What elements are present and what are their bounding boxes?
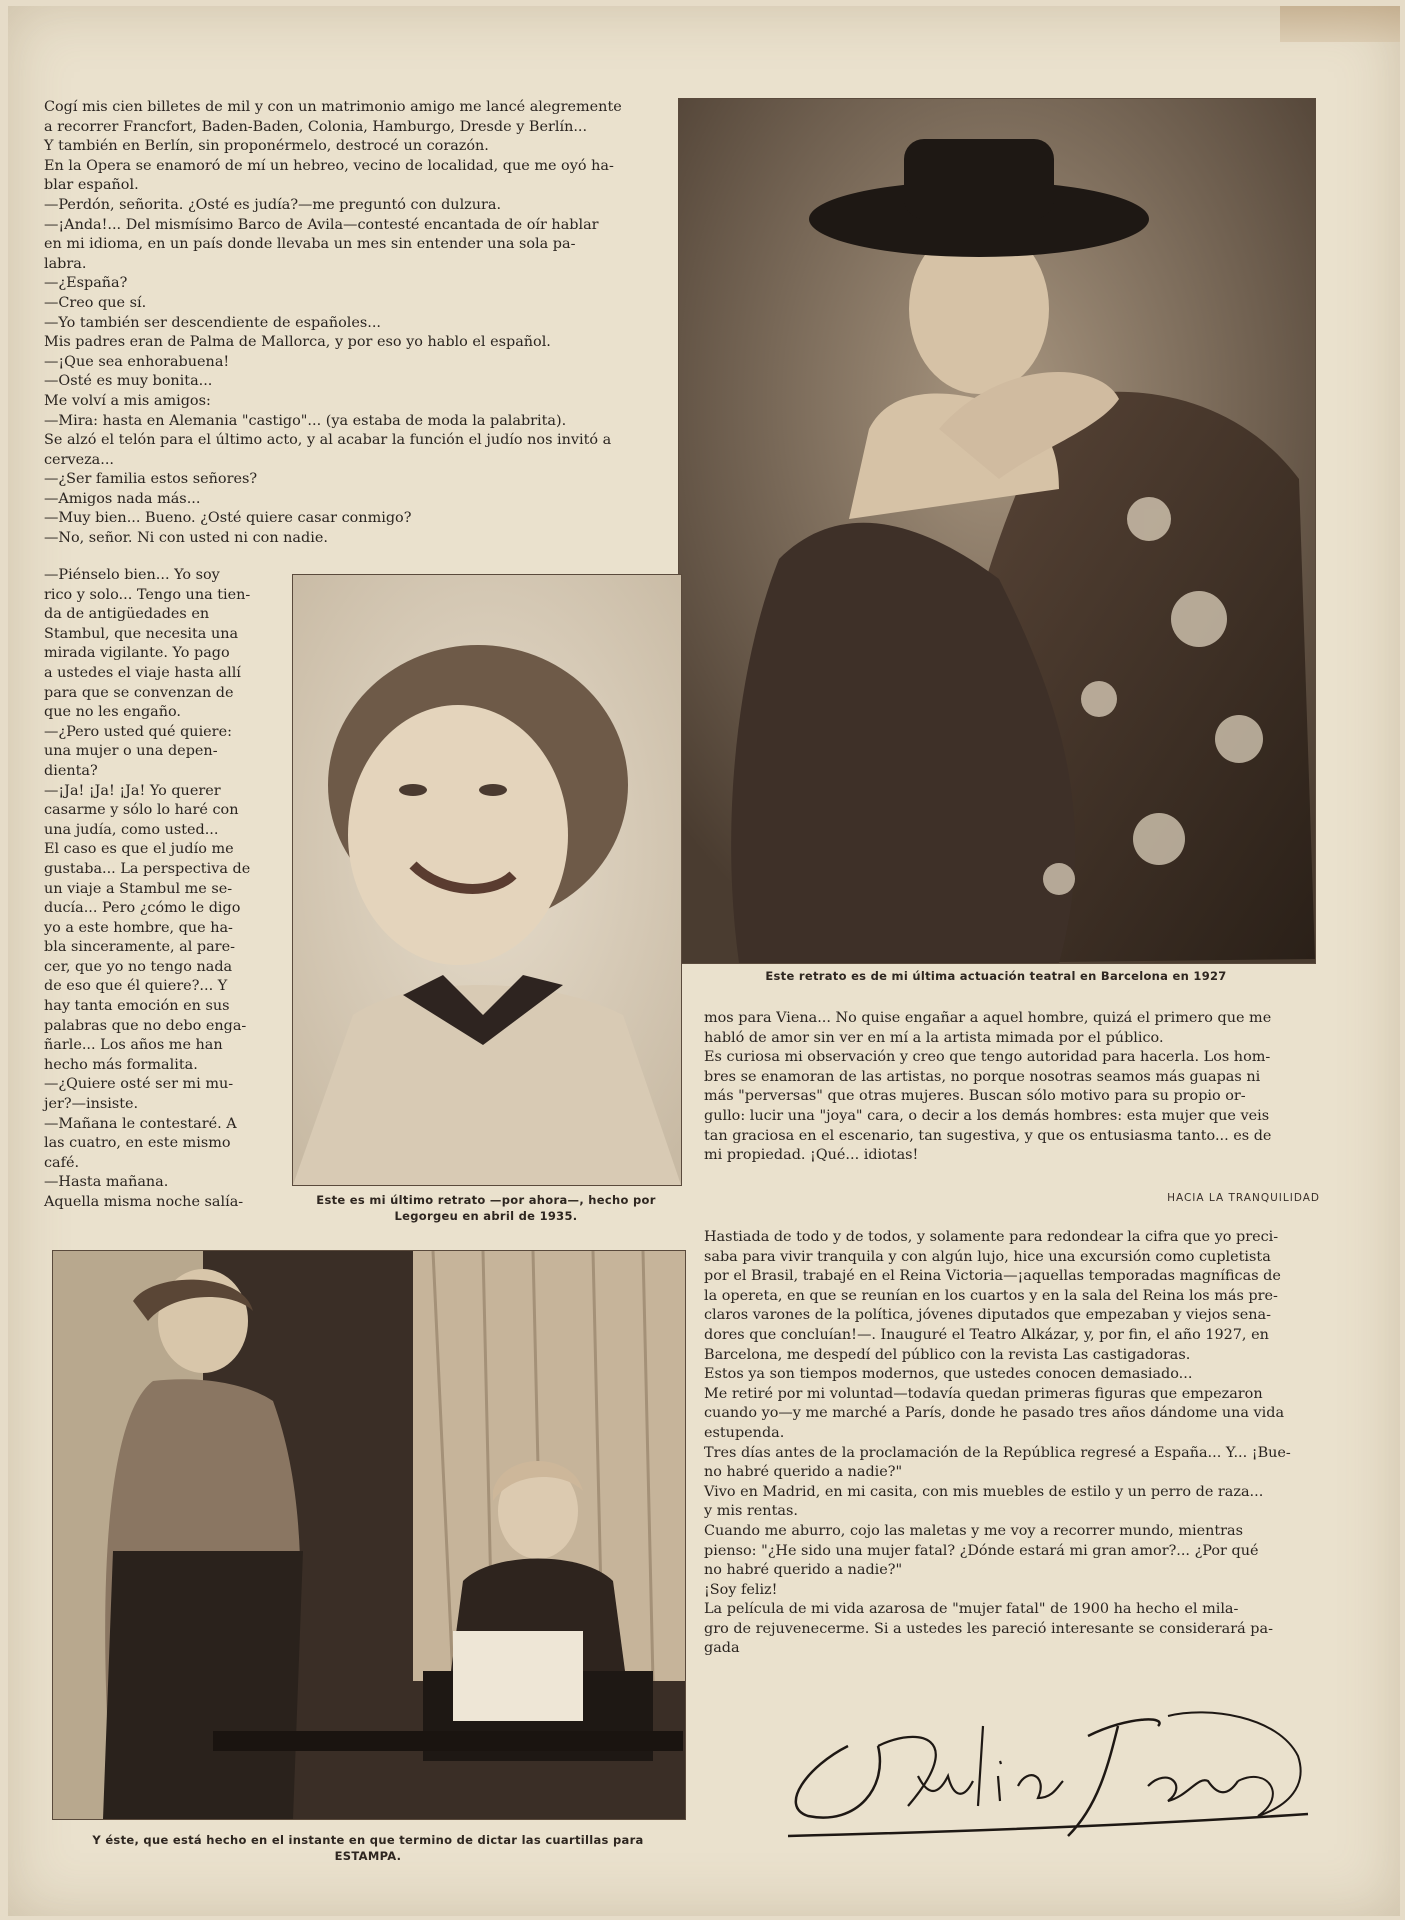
line: bla sinceramente, al pare- (44, 939, 235, 956)
line: —Hasta mañana. (44, 1174, 169, 1191)
handwritten-signature-julia-fons (768, 1686, 1328, 1866)
caption-portrait-legorgeu (292, 1192, 680, 1224)
line: tan graciosa en el escenario, tan sugestiva, y que os entusiasma tanto... es de (704, 1127, 1272, 1144)
line: blar español. (44, 177, 139, 194)
line: Stambul, que necesita una (44, 625, 239, 642)
section-heading: HACIA LA TRANQUILIDAD (1167, 1192, 1320, 1204)
caption-line: Legorgeu en abril de 1935. (394, 1209, 578, 1223)
line: rico y solo... Tengo una tien- (44, 586, 251, 603)
line: hecho más formalita. (44, 1056, 198, 1073)
line: —¿España? (44, 275, 128, 292)
line: Tres días antes de la proclamación de la República regresé a España... Y... ¡Bue- (704, 1444, 1291, 1461)
line: bres se enamoran de las artistas, no porque nosotras seamos más guapas ni (704, 1068, 1261, 1085)
line: —Amigos nada más... (44, 490, 201, 507)
line: —¡Anda!... Del mismísimo Barco de Avila—contesté encantada de oír hablar (44, 216, 599, 233)
caption-line: Y éste, que está hecho en el instante en que termino de dictar las cuartillas para (92, 1833, 644, 1847)
line: estupenda. (704, 1424, 785, 1441)
line: gullo: lucir una "joya" cara, o decir a los demás hombres: esta mujer que veis (704, 1107, 1270, 1124)
line: las cuatro, en este mismo (44, 1135, 231, 1152)
line: —Osté es muy bonita... (44, 373, 213, 390)
sepia-photo-smiling-woman (293, 575, 681, 1185)
line: En la Opera se enamoró de mí un hebreo, vecino de localidad, que me oyó ha- (44, 157, 614, 174)
line: habló de amor sin ver en mí a la artista mimada por el público. (704, 1029, 1164, 1046)
paper-stain (1280, 6, 1400, 42)
line: en mi idioma, en un país donde llevaba un mes sin entender una sola pa- (44, 236, 576, 253)
line: El caso es que el judío me (44, 841, 234, 858)
line: cer, que yo no tengo nada (44, 958, 233, 975)
line: ducía... Pero ¿cómo le digo (44, 900, 241, 917)
line: Barcelona, me despedí del público con la revista Las castigadoras. (704, 1346, 1191, 1363)
line: pienso: "¿He sido una mujer fatal? ¿Dónde estará mi gran amor?... ¿Por qué (704, 1542, 1259, 1559)
line: hay tanta emoción en sus (44, 998, 230, 1015)
caption-line: ESTAMPA. (334, 1849, 402, 1863)
line: Aquella misma noche salía- (44, 1194, 244, 1210)
line: Mis padres eran de Palma de Mallorca, y por eso yo hablo el español. (44, 334, 551, 351)
line: cerveza... (44, 451, 114, 468)
line: —Mañana le contestaré. A (44, 1115, 237, 1132)
line: mi propiedad. ¡Qué... idiotas! (704, 1147, 919, 1164)
line: y mis rentas. (704, 1503, 798, 1520)
line: a recorrer Francfort, Baden-Baden, Colonia, Hamburgo, Dresde y Berlín... (44, 118, 588, 135)
sepia-photo-telephone-typewriter (53, 1251, 685, 1819)
line: para que se convenzan de (44, 684, 234, 701)
line: —¡Que sea enhorabuena! (44, 353, 230, 370)
line: una mujer o una depen- (44, 743, 218, 760)
line: yo a este hombre, que ha- (44, 919, 233, 936)
line: por el Brasil, trabajé en el Reina Victoria—¡aquellas temporadas magníficas de (704, 1268, 1281, 1285)
line: Me volví a mis amigos: (44, 392, 211, 409)
line: labra. (44, 255, 87, 272)
line: dores que concluían!—. Inauguré el Teatro Alkázar, y, por fin, el año 1927, en (704, 1326, 1269, 1343)
caption-line: Este es mi último retrato —por ahora—, hecho por (316, 1193, 656, 1207)
line: Cuando me aburro, cojo las maletas y me voy a recorrer mundo, mientras (704, 1522, 1243, 1539)
line: —Creo que sí. (44, 294, 147, 311)
line: La película de mi vida azarosa de "mujer fatal" de 1900 ha hecho el mila- (704, 1601, 1239, 1618)
article-right-middle (704, 1009, 1320, 1166)
line: Vivo en Madrid, en mi casita, con mis muebles de estilo y un perro de raza... (704, 1483, 1264, 1500)
line: un viaje a Stambul me se- (44, 880, 233, 897)
article-left-top (44, 98, 668, 549)
line: gro de rejuvenecerme. Si a ustedes les pareció interesante se considerará pa- (704, 1620, 1273, 1637)
line: —Muy bien... Bueno. ¿Osté quiere casar conmigo? (44, 510, 412, 527)
line: claros varones de la política, jóvenes diputados que empezaban y viejos sena- (704, 1307, 1271, 1324)
line: la opereta, en que se reunían en los cuartos y en la sala del Reina los más pre- (704, 1287, 1278, 1304)
line: Y también en Berlín, sin proponérmelo, destrocé un corazón. (44, 138, 489, 155)
line: no habré querido a nadie?" (704, 1562, 903, 1579)
line: da de antigüedades en (44, 606, 210, 623)
line: —Yo también ser descendiente de españoles... (44, 314, 381, 331)
line: palabras que no debo enga- (44, 1017, 247, 1034)
caption-dictation-scene (52, 1832, 684, 1864)
line: cuando yo—y me marché a París, donde he pasado tres años dándome una vida (704, 1405, 1285, 1422)
line: café. (44, 1154, 80, 1171)
line: —Perdón, señorita. ¿Osté es judía?—me preguntó con dulzura. (44, 196, 502, 213)
line: Me retiré por mi voluntad—todavía quedan primeras figuras que empezaron (704, 1385, 1263, 1402)
line: a ustedes el viaje hasta allí (44, 664, 241, 681)
line: dienta? (44, 762, 98, 779)
line: gustaba... La perspectiva de (44, 860, 251, 877)
line: más "perversas" que otras mujeres. Buscan sólo motivo para su propio or- (704, 1088, 1246, 1105)
line: ¡Soy feliz! (704, 1581, 778, 1598)
line: ñarle... Los años me han (44, 1037, 223, 1054)
photo-dictation-scene (52, 1250, 686, 1820)
line: Hastiada de todo y de todos, y solamente para redondear la cifra que yo preci- (704, 1229, 1279, 1245)
line: una judía, como usted... (44, 821, 219, 838)
line: gada (704, 1640, 740, 1657)
line: —Mira: hasta en Alemania "castigo"... (ya estaba de moda la palabrita). (44, 412, 567, 429)
line: de eso que él quiere?... Y (44, 978, 228, 995)
line: no habré querido a nadie?" (704, 1464, 903, 1481)
sepia-photo-hat (679, 99, 1315, 963)
line: —¿Pero usted qué quiere: (44, 723, 232, 740)
line: Estos ya son tiempos modernos, que ustedes conocen demasiado... (704, 1366, 1193, 1383)
line: casarme y sólo lo haré con (44, 802, 239, 819)
line: —No, señor. Ni con usted ni con nadie. (44, 530, 328, 547)
article-right-bottom (704, 1228, 1320, 1659)
line: Se alzó el telón para el último acto, y al acabar la función el judío nos invitó a (44, 432, 612, 449)
line: mirada vigilante. Yo pago (44, 645, 230, 662)
caption-portrait-barcelona: Este retrato es de mi última actuación teatral en Barcelona en 1927 (765, 969, 1227, 983)
article-left-narrow (44, 566, 272, 1213)
line: mos para Viena... No quise engañar a aquel hombre, quizá el primero que me (704, 1010, 1272, 1026)
line: saba para vivir tranquila y con algún lujo, hice una excursión como cupletista (704, 1248, 1271, 1265)
line: Es curiosa mi observación y creo que tengo autoridad para hacerla. Los hom- (704, 1049, 1271, 1066)
line: —Piénselo bien... Yo soy (44, 567, 220, 583)
line: jer?—insiste. (44, 1096, 139, 1113)
line: Cogí mis cien billetes de mil y con un matrimonio amigo me lancé alegremente (44, 99, 622, 115)
line: —¿Quiere osté ser mi mu- (44, 1076, 234, 1093)
line: que no les engaño. (44, 704, 181, 721)
line: —¿Ser familia estos señores? (44, 471, 258, 488)
magazine-page (8, 6, 1400, 1916)
photo-portrait-legorgeu (292, 574, 682, 1186)
photo-portrait-barcelona (678, 98, 1316, 964)
line: —¡Ja! ¡Ja! ¡Ja! Yo querer (44, 782, 221, 799)
